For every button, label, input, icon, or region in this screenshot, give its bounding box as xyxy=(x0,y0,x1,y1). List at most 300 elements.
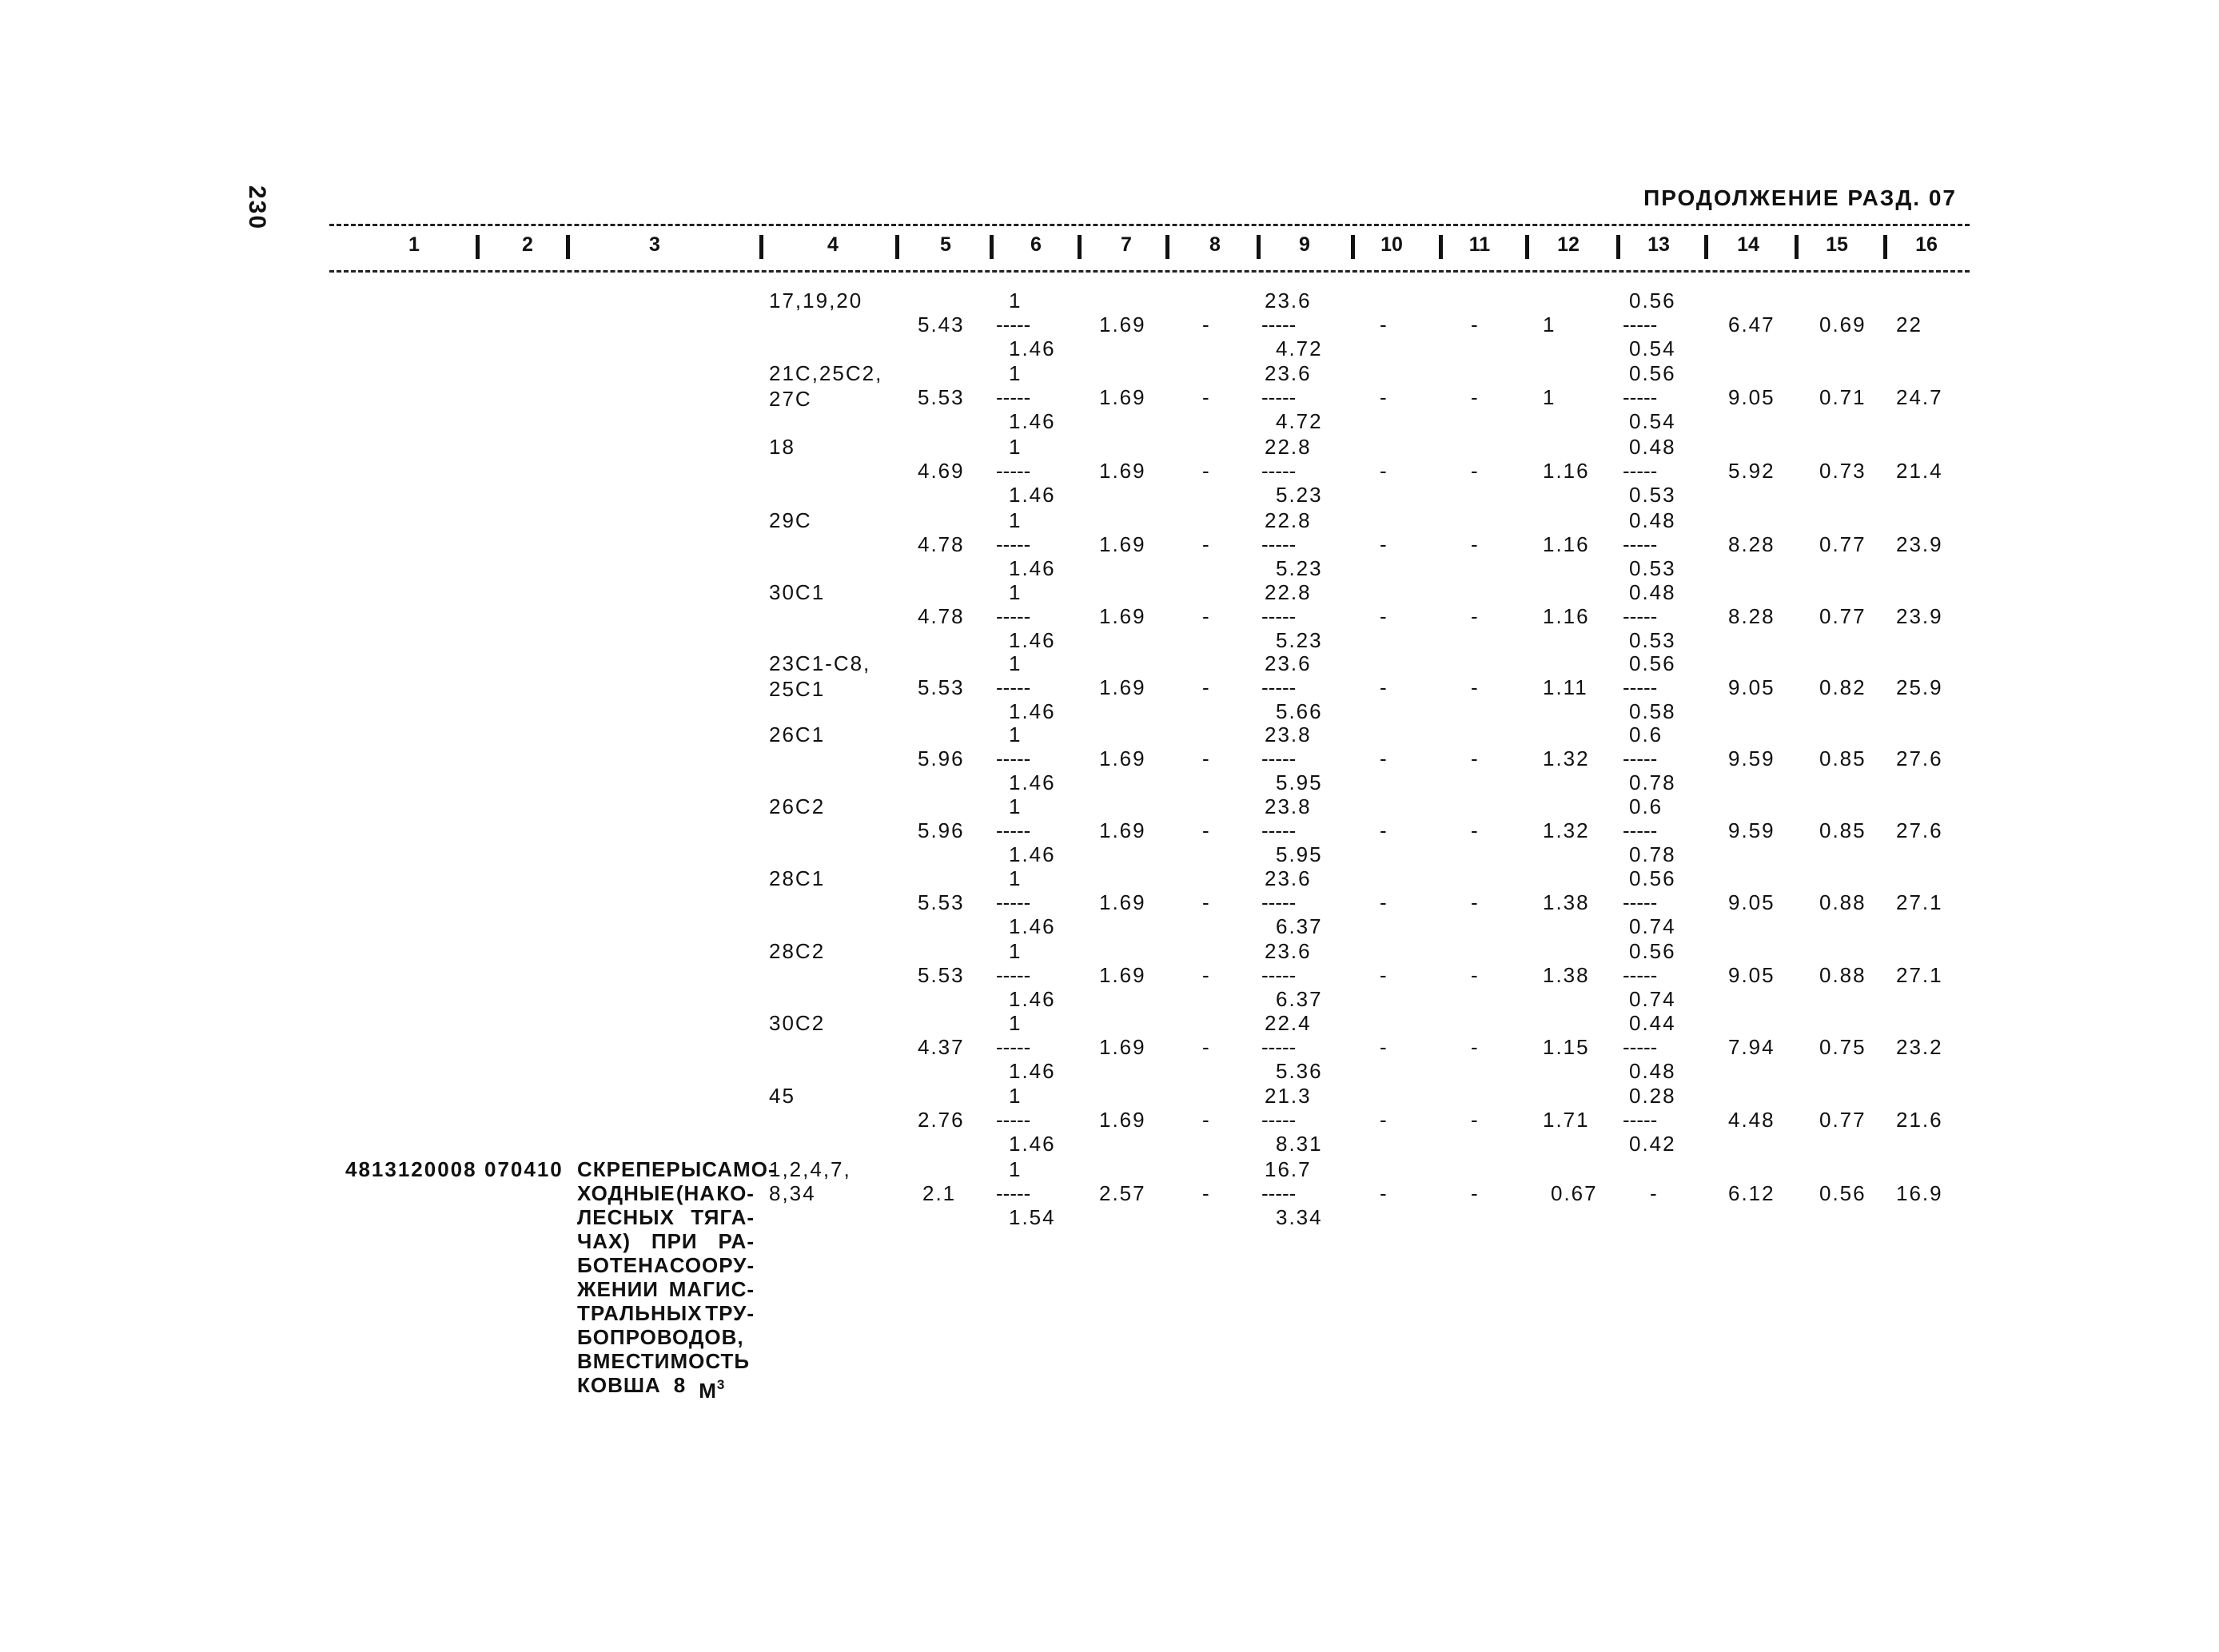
column-header-4: 4 xyxy=(827,233,839,256)
column-separator xyxy=(1078,235,1082,259)
cell-col8: - xyxy=(1202,312,1211,336)
cell-col12: 1 xyxy=(1543,385,1556,409)
cell-col13-bar: ----- xyxy=(1623,1035,1658,1059)
cell-col6-bar: ----- xyxy=(996,604,1031,628)
column-header-16: 16 xyxy=(1915,233,1938,256)
column-header-6: 6 xyxy=(1030,233,1042,256)
cell-col11: - xyxy=(1471,818,1480,842)
cell-col14: 5.92 xyxy=(1728,459,1775,483)
cell-col8: - xyxy=(1202,963,1211,987)
cell-col9-bar: ----- xyxy=(1261,890,1297,914)
cell-col14: 4.48 xyxy=(1728,1108,1775,1132)
cell-col9-numerator: 23.6 xyxy=(1265,361,1312,385)
cell-col13-denominator: 0.54 xyxy=(1629,409,1676,433)
cell-col8: - xyxy=(1202,385,1211,409)
cell-col5: 5.53 xyxy=(918,385,965,409)
column-separator xyxy=(990,235,994,259)
cell-col14: 9.05 xyxy=(1728,890,1775,914)
variant-label: 26C2 xyxy=(769,794,826,818)
cell-col15: 0.82 xyxy=(1819,675,1866,699)
cell-col14: 9.59 xyxy=(1728,818,1775,842)
description-line xyxy=(577,1301,755,1325)
cell-col16: 16.9 xyxy=(1896,1181,1943,1205)
cell-col13-numerator: 0.56 xyxy=(1629,289,1676,312)
column-header-7: 7 xyxy=(1121,233,1132,256)
cell-col6-numerator: 1 xyxy=(1009,580,1022,604)
cell-col12: 1.16 xyxy=(1543,459,1590,483)
cell-col6-numerator: 1 xyxy=(1009,651,1022,675)
cell-col9-numerator: 23.6 xyxy=(1265,866,1312,890)
cell-col16: 21.4 xyxy=(1896,459,1943,483)
cell-col9-denominator: 5.23 xyxy=(1276,628,1323,652)
cell-col9-denominator: 8.31 xyxy=(1276,1132,1323,1156)
column-header-1: 1 xyxy=(408,233,420,256)
variant-label: 17,19,20 xyxy=(769,289,863,312)
cell-col13-denominator: 0.78 xyxy=(1629,842,1676,866)
cell-col6-numerator: 1 xyxy=(1009,508,1022,532)
cell-col10: - xyxy=(1380,532,1388,556)
description-word: ЖЕНИИ xyxy=(577,1277,659,1301)
cell-col13-denominator: 0.53 xyxy=(1629,483,1676,507)
cell-col10: - xyxy=(1380,818,1388,842)
column-separator xyxy=(1704,235,1708,259)
cubic-superscript: 3 xyxy=(716,1377,726,1392)
header-top-rule xyxy=(329,224,1970,226)
cell-col15: 0.77 xyxy=(1819,604,1866,628)
description-word: (НА xyxy=(675,1181,716,1205)
cell-col7: 1.69 xyxy=(1099,746,1146,770)
cell-col6-numerator: 1 xyxy=(1009,289,1022,312)
cell-col13-bar: ----- xyxy=(1623,818,1658,842)
cell-col13-bar: ----- xyxy=(1623,746,1658,770)
cell-col5: 5.53 xyxy=(918,963,965,987)
column-separator xyxy=(759,235,763,259)
column-header-13: 13 xyxy=(1647,233,1670,256)
description-word: СКРЕПЕРЫ xyxy=(577,1157,703,1181)
cell-col6-numerator: 1 xyxy=(1009,794,1022,818)
cell-col6-numerator: 1 xyxy=(1009,723,1022,746)
cell-col15: 0.75 xyxy=(1819,1035,1866,1059)
header-bottom-rule xyxy=(329,270,1970,273)
cell-col6-denominator: 1.46 xyxy=(1009,628,1056,652)
cell-col11: - xyxy=(1471,890,1480,914)
cell-col6-bar: ----- xyxy=(996,675,1031,699)
variant-label: 45 xyxy=(769,1084,795,1108)
cell-col12: 1.32 xyxy=(1543,818,1590,842)
description-word: КОВША xyxy=(577,1373,661,1397)
cell-col13-numerator: 0.56 xyxy=(1629,939,1676,963)
cell-col13-denominator: 0.54 xyxy=(1629,336,1676,360)
description-word: СООРУ- xyxy=(669,1253,755,1277)
cell-col16: 25.9 xyxy=(1896,675,1943,699)
description-word: ТРАЛЬНЫХ xyxy=(577,1301,703,1325)
cell-col7: 1.69 xyxy=(1099,1108,1146,1132)
column-separator xyxy=(1795,235,1799,259)
description-word: ТРУ- xyxy=(705,1301,755,1325)
cell-col13: - xyxy=(1650,1181,1659,1205)
cell-col12: 1.11 xyxy=(1543,675,1588,699)
cell-col9-numerator: 23.6 xyxy=(1265,651,1312,675)
cell-col6-bar: ----- xyxy=(996,963,1031,987)
cell-col7: 1.69 xyxy=(1099,1035,1146,1059)
cell-col14: 6.12 xyxy=(1728,1181,1775,1205)
cell-col8: - xyxy=(1202,1108,1211,1132)
cell-col5: 4.69 xyxy=(918,459,965,483)
cell-col13-numerator: 0.6 xyxy=(1629,794,1663,818)
cell-col8: - xyxy=(1202,532,1211,556)
cell-col13-denominator: 0.48 xyxy=(1629,1059,1676,1083)
description-line xyxy=(577,1181,755,1205)
description-word: МАГИС- xyxy=(668,1277,755,1301)
cell-col8: - xyxy=(1202,1181,1211,1205)
cell-col12: 1.15 xyxy=(1543,1035,1590,1059)
cell-col13-denominator: 0.58 xyxy=(1629,699,1676,723)
cell-col9-numerator: 16.7 xyxy=(1265,1157,1312,1181)
cell-col12: 1.16 xyxy=(1543,532,1590,556)
cell-col9-bar: ----- xyxy=(1261,1181,1297,1205)
cell-col6-bar: ----- xyxy=(996,818,1031,842)
variant-label: 30C2 xyxy=(769,1011,826,1035)
description-word: ХОДНЫЕ xyxy=(577,1181,675,1205)
cell-col9-bar: ----- xyxy=(1261,675,1297,699)
cell-col11: - xyxy=(1471,746,1480,770)
cell-col13-denominator: 0.74 xyxy=(1629,987,1676,1011)
cell-col5: 5.53 xyxy=(918,890,965,914)
variant-label: 27C xyxy=(769,387,812,411)
cell-col16: 23.2 xyxy=(1896,1035,1943,1059)
cell-col14: 9.05 xyxy=(1728,385,1775,409)
cell-col5: 2.76 xyxy=(918,1108,965,1132)
cell-col11: - xyxy=(1471,532,1480,556)
cell-col6-bar: ----- xyxy=(996,746,1031,770)
cell-col11: - xyxy=(1471,1035,1480,1059)
cell-col15: 0.56 xyxy=(1819,1181,1866,1205)
variant-label: 26C1 xyxy=(769,723,826,746)
cell-col9-denominator: 4.72 xyxy=(1276,409,1323,433)
cell-col15: 0.77 xyxy=(1819,532,1866,556)
description-word: САМО- xyxy=(702,1157,776,1181)
cell-col5: 4.37 xyxy=(918,1035,965,1059)
cell-col16: 23.9 xyxy=(1896,532,1943,556)
cell-col9-bar: ----- xyxy=(1261,532,1297,556)
cell-col9-numerator: 21.3 xyxy=(1265,1084,1312,1108)
cell-col9-numerator: 23.6 xyxy=(1265,939,1312,963)
cell-col13-numerator: 0.56 xyxy=(1629,361,1676,385)
cell-col9-numerator: 23.8 xyxy=(1265,723,1312,746)
cell-col8: - xyxy=(1202,746,1211,770)
column-separator xyxy=(1351,235,1355,259)
cell-col12: 1.38 xyxy=(1543,963,1590,987)
cell-col6-denominator: 1.46 xyxy=(1009,556,1056,580)
cell-col13-numerator: 0.48 xyxy=(1629,508,1676,532)
description-line xyxy=(577,1205,755,1229)
cell-col13-numerator: 0.6 xyxy=(1629,723,1663,746)
column-header-9: 9 xyxy=(1299,233,1310,256)
cell-col11: - xyxy=(1471,1181,1480,1205)
cell-col9-bar: ----- xyxy=(1261,1035,1297,1059)
cell-col13-bar: ----- xyxy=(1623,459,1658,483)
cell-col7: 1.69 xyxy=(1099,312,1146,336)
cell-col8: - xyxy=(1202,890,1211,914)
cell-col9-bar: ----- xyxy=(1261,385,1297,409)
column-separator xyxy=(1165,235,1169,259)
cell-col14: 6.47 xyxy=(1728,312,1775,336)
cell-col10: - xyxy=(1380,890,1388,914)
cell-col12: 1.32 xyxy=(1543,746,1590,770)
cell-col14: 8.28 xyxy=(1728,532,1775,556)
cell-col6-denominator: 1.46 xyxy=(1009,842,1056,866)
cell-col9-bar: ----- xyxy=(1261,746,1297,770)
cell-col13-bar: ----- xyxy=(1623,604,1658,628)
description-line xyxy=(577,1349,755,1373)
description-line xyxy=(577,1277,755,1301)
cell-col6-denominator: 1.46 xyxy=(1009,914,1056,938)
description-line xyxy=(577,1325,755,1349)
cell-col9-denominator: 6.37 xyxy=(1276,914,1323,938)
cell-col10: - xyxy=(1380,675,1388,699)
cell-col13-bar: ----- xyxy=(1623,532,1658,556)
cell-col6-denominator: 1.46 xyxy=(1009,336,1056,360)
cell-col6-bar: ----- xyxy=(996,1181,1031,1205)
cell-col13-denominator: 0.53 xyxy=(1629,628,1676,652)
cell-col16: 21.6 xyxy=(1896,1108,1943,1132)
cell-col9-bar: ----- xyxy=(1261,604,1297,628)
cell-col11: - xyxy=(1471,1108,1480,1132)
cell-col9-denominator: 6.37 xyxy=(1276,987,1323,1011)
cell-col10: - xyxy=(1380,459,1388,483)
column-header-12: 12 xyxy=(1557,233,1580,256)
cell-col15: 0.85 xyxy=(1819,746,1866,770)
description-word: ЧАХ) xyxy=(577,1229,631,1253)
cell-col9-denominator: 3.34 xyxy=(1276,1205,1323,1229)
item-code-1: 4813120008 xyxy=(345,1157,477,1181)
cell-col13-numerator: 0.56 xyxy=(1629,866,1676,890)
cell-col7: 1.69 xyxy=(1099,963,1146,987)
cell-col16: 22 xyxy=(1896,312,1922,336)
column-separator xyxy=(566,235,570,259)
cell-col7: 1.69 xyxy=(1099,385,1146,409)
cell-col9-bar: ----- xyxy=(1261,963,1297,987)
description-line xyxy=(577,1229,755,1253)
cell-col6-numerator: 1 xyxy=(1009,1011,1022,1035)
cell-col12: 0.67 xyxy=(1551,1181,1598,1205)
cell-col9-denominator: 5.36 xyxy=(1276,1059,1323,1083)
variant-label: 8,34 xyxy=(769,1181,816,1205)
cell-col6-bar: ----- xyxy=(996,890,1031,914)
cell-col13-bar: ----- xyxy=(1623,385,1658,409)
cell-col7: 1.69 xyxy=(1099,532,1146,556)
item-description xyxy=(577,1157,776,1403)
cell-col8: - xyxy=(1202,1035,1211,1059)
cell-col6-bar: ----- xyxy=(996,459,1031,483)
cell-col13-bar: ----- xyxy=(1623,1108,1658,1132)
cell-col13-numerator: 0.48 xyxy=(1629,580,1676,604)
cell-col13-bar: ----- xyxy=(1623,675,1658,699)
cell-col9-denominator: 5.66 xyxy=(1276,699,1323,723)
description-word: ТЯГА- xyxy=(691,1205,755,1229)
cell-col6-numerator: 1 xyxy=(1009,435,1022,459)
cell-col10: - xyxy=(1380,604,1388,628)
cell-col9-numerator: 22.4 xyxy=(1265,1011,1312,1035)
page-number: 230 xyxy=(244,185,270,231)
description-word: 8 xyxy=(673,1373,687,1397)
cell-col9-bar: ----- xyxy=(1261,1108,1297,1132)
cell-col9-denominator: 4.72 xyxy=(1276,336,1323,360)
cell-col5: 2.1 xyxy=(922,1181,957,1205)
cell-col8: - xyxy=(1202,459,1211,483)
cell-col7: 1.69 xyxy=(1099,604,1146,628)
column-separator xyxy=(1616,235,1620,259)
section-title: ПРОДОЛЖЕНИЕ РАЗД. 07 xyxy=(1643,185,1957,210)
column-header-5: 5 xyxy=(940,233,951,256)
description-word: РА- xyxy=(718,1229,755,1253)
cell-col10: - xyxy=(1380,312,1388,336)
cell-col12: 1 xyxy=(1543,312,1556,336)
cell-col6-denominator: 1.46 xyxy=(1009,409,1056,433)
cell-col6-bar: ----- xyxy=(996,1035,1031,1059)
column-separator xyxy=(1883,235,1887,259)
variant-label: 21C,25C2, xyxy=(769,361,883,385)
cell-col10: - xyxy=(1380,746,1388,770)
cell-col15: 0.71 xyxy=(1819,385,1866,409)
cell-col13-denominator: 0.42 xyxy=(1629,1132,1676,1156)
description-word: ПРИ xyxy=(651,1229,698,1253)
cell-col10: - xyxy=(1380,963,1388,987)
column-header-8: 8 xyxy=(1209,233,1221,256)
cell-col9-bar: ----- xyxy=(1261,459,1297,483)
column-header-15: 15 xyxy=(1826,233,1848,256)
cell-col13-denominator: 0.74 xyxy=(1629,914,1676,938)
cell-col6-numerator: 1 xyxy=(1009,1084,1022,1108)
column-separator xyxy=(1439,235,1443,259)
column-header-14: 14 xyxy=(1737,233,1759,256)
cell-col6-denominator: 1.46 xyxy=(1009,1059,1056,1083)
cell-col13-bar: ----- xyxy=(1623,312,1658,336)
cell-col10: - xyxy=(1380,1108,1388,1132)
cell-col13-numerator: 0.56 xyxy=(1629,651,1676,675)
cell-col11: - xyxy=(1471,675,1480,699)
cell-col9-denominator: 5.23 xyxy=(1276,556,1323,580)
cell-col6-denominator: 1.54 xyxy=(1009,1205,1056,1229)
cell-col13-denominator: 0.53 xyxy=(1629,556,1676,580)
column-header-3: 3 xyxy=(649,233,660,256)
table-header xyxy=(329,233,1970,265)
column-separator xyxy=(476,235,480,259)
cell-col11: - xyxy=(1471,312,1480,336)
cell-col6-numerator: 1 xyxy=(1009,939,1022,963)
cell-col8: - xyxy=(1202,604,1211,628)
cell-col16: 27.1 xyxy=(1896,890,1943,914)
cell-col15: 0.77 xyxy=(1819,1108,1866,1132)
cell-col16: 27.6 xyxy=(1896,746,1943,770)
description-word: КО- xyxy=(716,1181,755,1205)
description-word: БОТЕ xyxy=(577,1253,639,1277)
cell-col6-numerator: 1 xyxy=(1009,1157,1022,1181)
cell-col14: 9.05 xyxy=(1728,675,1775,699)
cell-col15: 0.85 xyxy=(1819,818,1866,842)
cell-col13-bar: ----- xyxy=(1623,890,1658,914)
cell-col6-denominator: 1.46 xyxy=(1009,770,1056,794)
description-word: М xyxy=(699,1379,717,1403)
cell-col10: - xyxy=(1380,1035,1388,1059)
column-header-10: 10 xyxy=(1380,233,1403,256)
cell-col6-numerator: 1 xyxy=(1009,361,1022,385)
cell-col5: 5.53 xyxy=(918,675,965,699)
column-separator xyxy=(895,235,899,259)
cell-col10: - xyxy=(1380,385,1388,409)
column-header-11: 11 xyxy=(1468,233,1491,256)
cell-col6-bar: ----- xyxy=(996,1108,1031,1132)
cell-col9-bar: ----- xyxy=(1261,818,1297,842)
cell-col7: 1.69 xyxy=(1099,675,1146,699)
unit-with-superscript xyxy=(699,1373,725,1403)
description-line xyxy=(577,1253,755,1277)
cell-col12: 1.71 xyxy=(1543,1108,1590,1132)
cell-col7: 2.57 xyxy=(1099,1181,1146,1205)
description-word: НА xyxy=(638,1253,670,1277)
cell-col16: 23.9 xyxy=(1896,604,1943,628)
cell-col12: 1.38 xyxy=(1543,890,1590,914)
cell-col16: 24.7 xyxy=(1896,385,1943,409)
cell-col5: 5.43 xyxy=(918,312,965,336)
variant-label: 29C xyxy=(769,508,812,532)
cell-col9-numerator: 23.6 xyxy=(1265,289,1312,312)
description-word: ВМЕСТИМОСТЬ xyxy=(577,1349,751,1373)
cell-col9-numerator: 23.8 xyxy=(1265,794,1312,818)
cell-col6-bar: ----- xyxy=(996,312,1031,336)
cell-col13-numerator: 0.28 xyxy=(1629,1084,1676,1108)
cell-col13-bar: ----- xyxy=(1623,963,1658,987)
cell-col13-denominator: 0.78 xyxy=(1629,770,1676,794)
cell-col11: - xyxy=(1471,604,1480,628)
cell-col9-numerator: 22.8 xyxy=(1265,508,1312,532)
variant-label: 18 xyxy=(769,435,795,459)
cell-col15: 0.73 xyxy=(1819,459,1866,483)
cell-col7: 1.69 xyxy=(1099,459,1146,483)
cell-col5: 4.78 xyxy=(918,604,965,628)
column-separator xyxy=(1525,235,1529,259)
description-word: БОПРОВОДОВ, xyxy=(577,1325,744,1349)
cell-col6-bar: ----- xyxy=(996,532,1031,556)
cell-col7: 1.69 xyxy=(1099,890,1146,914)
cell-col14: 7.94 xyxy=(1728,1035,1775,1059)
cell-col8: - xyxy=(1202,675,1211,699)
description-line xyxy=(577,1157,776,1181)
cell-col11: - xyxy=(1471,963,1480,987)
cell-col6-denominator: 1.46 xyxy=(1009,483,1056,507)
cell-col16: 27.1 xyxy=(1896,963,1943,987)
variant-label: 1,2,4,7, xyxy=(769,1157,851,1181)
variant-label: 25C1 xyxy=(769,677,826,701)
variant-label: 28C2 xyxy=(769,939,826,963)
cell-col13-numerator: 0.44 xyxy=(1629,1011,1676,1035)
cell-col14: 9.59 xyxy=(1728,746,1775,770)
column-header-2: 2 xyxy=(522,233,533,256)
item-code-2: 070410 xyxy=(484,1157,564,1181)
cell-col9-denominator: 5.95 xyxy=(1276,842,1323,866)
cell-col5: 5.96 xyxy=(918,746,965,770)
cell-col8: - xyxy=(1202,818,1211,842)
column-separator xyxy=(1257,235,1261,259)
cell-col15: 0.88 xyxy=(1819,963,1866,987)
cell-col16: 27.6 xyxy=(1896,818,1943,842)
cell-col11: - xyxy=(1471,385,1480,409)
cell-col12: 1.16 xyxy=(1543,604,1590,628)
cell-col15: 0.88 xyxy=(1819,890,1866,914)
variant-label: 28C1 xyxy=(769,866,826,890)
cell-col14: 8.28 xyxy=(1728,604,1775,628)
cell-col11: - xyxy=(1471,459,1480,483)
